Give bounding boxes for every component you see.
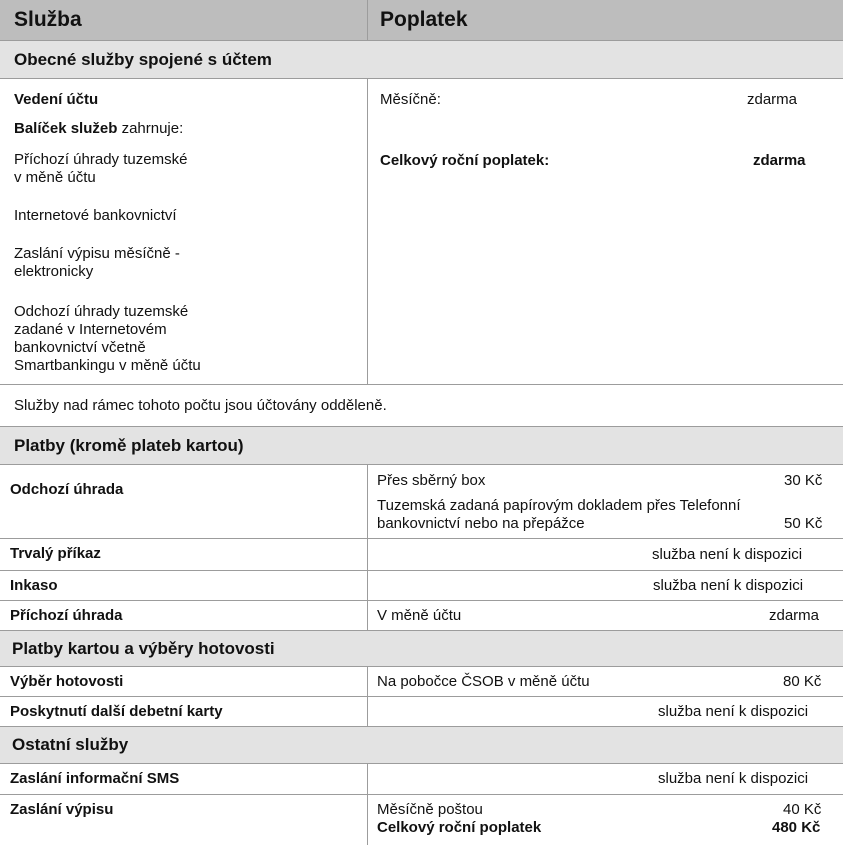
header-fee-label: Poplatek — [380, 8, 468, 31]
sms-fee-cell — [368, 764, 843, 794]
table-header — [0, 0, 843, 40]
section-cards-title: Platby kartou a výběry hotovosti — [12, 639, 275, 658]
sms-label: Zaslání informační SMS — [10, 770, 180, 787]
outgoing-payment-label: Odchozí úhrada — [10, 481, 124, 498]
extra-card-value: služba není k dispozici — [658, 703, 809, 720]
package-item-3-line-2: elektronicky — [14, 263, 94, 280]
standing-order-fee-cell — [368, 539, 843, 570]
extra-card-fee-cell — [368, 697, 843, 726]
general-details-right — [368, 79, 843, 384]
monthly-fee-value: zdarma — [747, 91, 798, 108]
header-cell-fee — [368, 0, 843, 40]
withdrawal-label-cell — [0, 667, 368, 696]
standing-order-row — [0, 538, 843, 570]
package-label-bold: Balíček služeb — [14, 120, 118, 137]
direct-debit-value: služba není k dispozici — [653, 577, 804, 594]
annual-fee-label: Celkový roční poplatek: — [380, 152, 550, 169]
standing-order-label: Trvalý příkaz — [10, 545, 101, 562]
package-label-rest: zahrnuje: — [121, 120, 184, 137]
paper-payment-value: 50 Kč — [784, 515, 823, 532]
extra-card-label: Poskytnutí další debetní karty — [10, 703, 223, 720]
direct-debit-label-cell — [0, 571, 368, 600]
incoming-payment-value: zdarma — [769, 607, 820, 624]
package-item-4-line-4: Smartbankingu v měně účtu — [14, 357, 201, 374]
section-other-title: Ostatní služby — [12, 735, 129, 754]
outgoing-payment-fee-cell — [368, 465, 843, 538]
package-item-1-line-2: v měně účtu — [14, 169, 96, 186]
incoming-payment-row — [0, 600, 843, 630]
sms-row — [0, 763, 843, 794]
incoming-payment-label-cell — [0, 601, 368, 630]
standing-order-label-cell — [0, 539, 368, 570]
package-item-1-line-1: Příchozí úhrady tuzemské — [14, 151, 188, 168]
annual-fee-value: zdarma — [753, 152, 806, 169]
standing-order-value: služba není k dispozici — [652, 546, 803, 563]
header-cell-service — [0, 0, 368, 40]
extra-card-row — [0, 696, 843, 726]
statement-label-cell — [0, 795, 368, 845]
statement-annual-value: 480 Kč — [772, 819, 821, 836]
withdrawal-detail: Na pobočce ČSOB v měně účtu — [377, 673, 590, 690]
section-general — [0, 40, 843, 78]
general-details-left — [0, 79, 368, 384]
statement-value: 40 Kč — [783, 801, 822, 818]
section-cards — [0, 630, 843, 666]
extra-card-label-cell — [0, 697, 368, 726]
package-item-3-line-1: Zaslání výpisu měsíčně - — [14, 245, 180, 262]
withdrawal-label: Výběr hotovosti — [10, 673, 124, 690]
incoming-payment-fee-cell — [368, 601, 843, 630]
paper-payment-line-2: bankovnictví nebo na přepážce — [377, 515, 585, 532]
package-label — [14, 120, 183, 138]
withdrawal-fee-cell — [368, 667, 843, 696]
withdrawal-value: 80 Kč — [783, 673, 822, 690]
general-note: Služby nad rámec tohoto počtu jsou účtovány odděleně. — [14, 397, 387, 414]
outgoing-payment-label-cell — [0, 465, 368, 538]
monthly-fee-label: Měsíčně: — [380, 91, 441, 108]
package-item-4-line-2: zadané v Internetovém — [14, 321, 167, 338]
statement-annual-label: Celkový roční poplatek — [377, 819, 542, 836]
account-mgmt-label: Vedení účtu — [14, 91, 99, 108]
incoming-payment-label: Příchozí úhrada — [10, 607, 123, 624]
sms-value: služba není k dispozici — [658, 770, 809, 787]
paper-payment-line-1: Tuzemská zadaná papírovým dokladem přes Telefonní — [377, 497, 741, 514]
box-payment-value: 30 Kč — [784, 472, 823, 489]
package-item-4-line-3: bankovnictví včetně — [14, 339, 146, 356]
direct-debit-label: Inkaso — [10, 577, 58, 594]
section-other — [0, 726, 843, 763]
package-item-2-line-1: Internetové bankovnictví — [14, 207, 177, 224]
direct-debit-row — [0, 570, 843, 600]
statement-row — [0, 794, 843, 845]
header-service-label: Služba — [14, 8, 82, 31]
general-details-row — [0, 78, 843, 384]
section-general-title: Obecné služby spojené s účtem — [14, 50, 272, 69]
statement-detail: Měsíčně poštou — [377, 801, 483, 818]
general-note-row — [0, 384, 843, 426]
package-item-4-line-1: Odchozí úhrady tuzemské — [14, 303, 189, 320]
statement-fee-cell — [368, 795, 843, 845]
incoming-payment-detail: V měně účtu — [377, 607, 462, 624]
direct-debit-fee-cell — [368, 571, 843, 600]
outgoing-payment-row — [0, 464, 843, 538]
withdrawal-row — [0, 666, 843, 696]
sms-label-cell — [0, 764, 368, 794]
section-payments-title: Platby (kromě plateb kartou) — [14, 436, 244, 455]
statement-label: Zaslání výpisu — [10, 801, 114, 818]
section-payments — [0, 426, 843, 464]
box-payment-label: Přes sběrný box — [377, 472, 486, 489]
